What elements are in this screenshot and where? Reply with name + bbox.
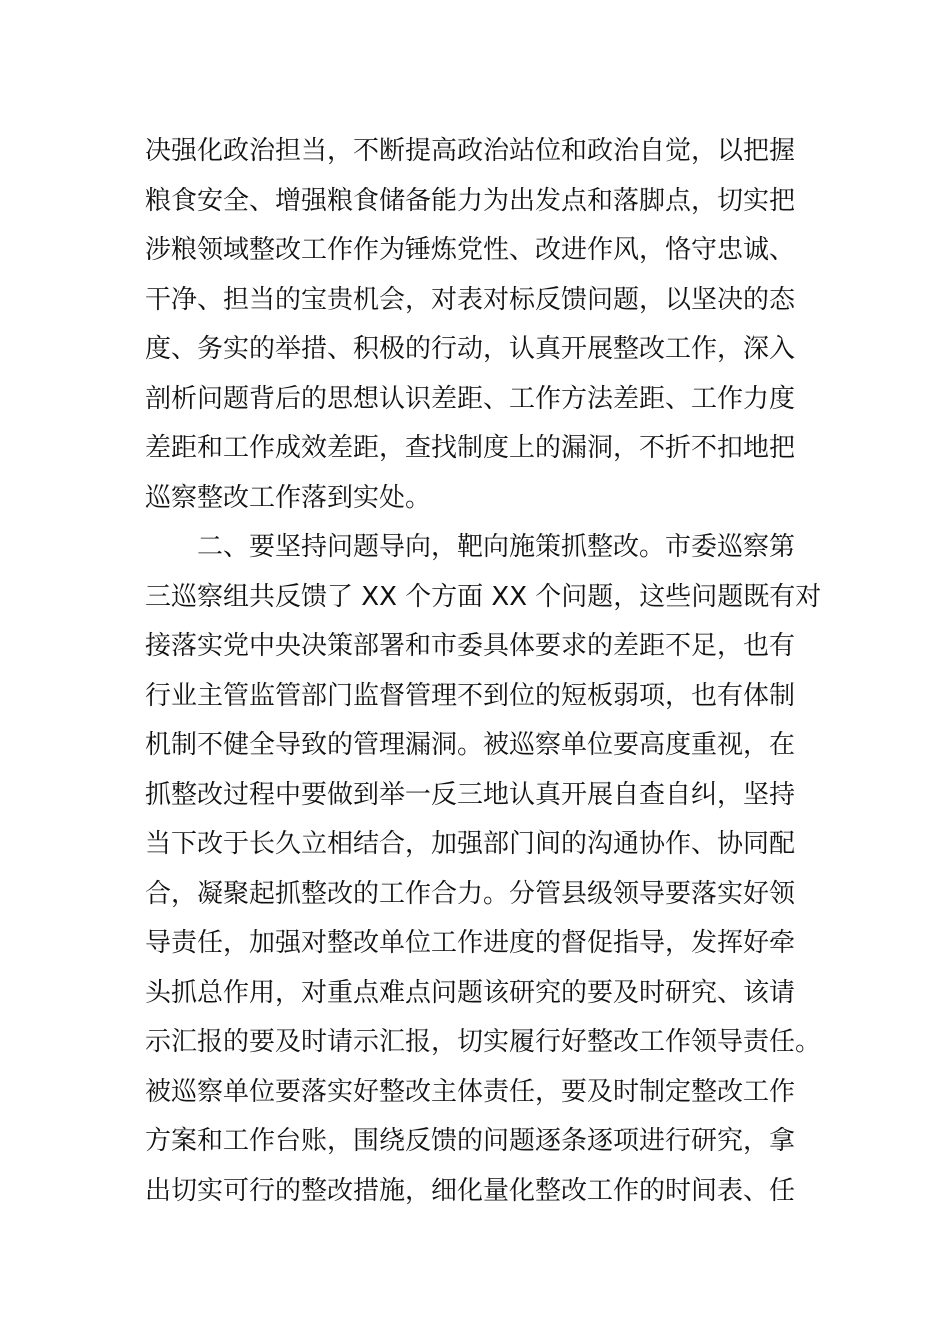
text-line: 干净、担当的宝贵机会，对表对标反馈问题，以坚决的态	[145, 284, 796, 315]
text-line: 接落实党中央决策部署和市委具体要求的差距不足，也有	[145, 631, 796, 661]
text-line: 粮食安全、增强粮食储备能力为出发点和落脚点，切实把	[145, 185, 796, 216]
text-line: 导责任，加强对整改单位工作进度的督促指导，发挥好牵	[145, 928, 796, 958]
text-line: 抓整改过程中要做到举一反三地认真开展自查自纠，坚持	[145, 779, 796, 810]
text-line: 行业主管监管部门监督管理不到位的短板弱项，也有体制	[145, 680, 796, 711]
text-line: 头抓总作用，对重点难点问题该研究的要及时研究、该请	[145, 977, 796, 1008]
text-line: 剖析问题背后的思想认识差距、工作方法差距、工作力度	[145, 383, 796, 414]
text-line: 决强化政治担当，不断提高政治站位和政治自觉，以把握	[145, 136, 796, 166]
text-line: 合，凝聚起抓整改的工作合力。分管县级领导要落实好领	[145, 878, 796, 909]
text-line: 巡察整改工作落到实处。	[145, 482, 432, 513]
text-line: 被巡察单位要落实好整改主体责任，要及时制定整改工作	[145, 1076, 796, 1107]
paragraph-heading-line: 二、要坚持问题导向，靶向施策抓整改。市委巡察第	[197, 532, 796, 562]
text-line: 示汇报的要及时请示汇报，切实履行好整改工作领导责任。	[145, 1027, 822, 1057]
text-line: 度、务实的举措、积极的行动，认真开展整改工作，深入	[145, 334, 796, 364]
text-line: 当下改于长久立相结合，加强部门间的沟通协作、协同配	[145, 829, 796, 859]
text-line: 差距和工作成效差距，查找制度上的漏洞，不折不扣地把	[145, 433, 796, 463]
text-line: 出切实可行的整改措施，细化量化整改工作的时间表、任	[145, 1175, 796, 1206]
text-line: 方案和工作台账，围绕反馈的问题逐条逐项进行研究，拿	[145, 1126, 796, 1156]
text-line: 涉粮领域整改工作作为锤炼党性、改进作风，恪守忠诚、	[145, 235, 796, 265]
text-line: 三巡察组共反馈了 XX 个方面 XX 个问题，这些问题既有对	[145, 581, 822, 612]
body-text	[145, 127, 822, 1216]
text-line: 机制不健全导致的管理漏洞。被巡察单位要高度重视，在	[145, 730, 796, 760]
